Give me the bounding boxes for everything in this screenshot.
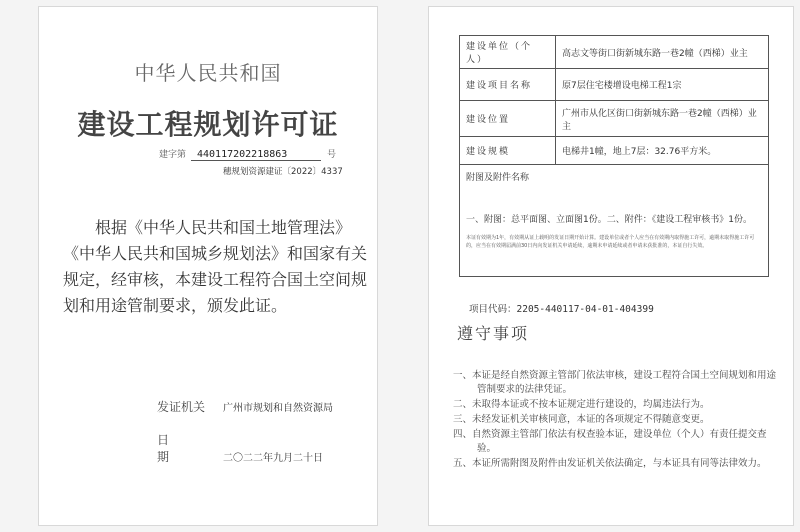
table-row [460, 36, 769, 69]
date-value: 二〇二二年九月二十日 [223, 453, 323, 464]
project-code-label: 项目代码： [469, 304, 517, 315]
list-item: 二、未取得本证或不按本证规定进行建设的，均属违法行为。 [453, 399, 710, 410]
certificate-number-suffix: 号 [327, 150, 337, 160]
list-item: 三、未经发证机关审核同意，本证的各项规定不得随意变更。 [453, 414, 710, 425]
list-item: 五、本证所需附图及附件由发证机关依法确定，与本证具有同等法律效力。 [453, 458, 767, 469]
row-key: 建设单位（个人） [460, 36, 556, 69]
certificate-number: 440117202218863 [191, 149, 321, 161]
republic-heading: 中华人民共和国 [134, 61, 282, 85]
table-row [460, 69, 769, 101]
issuer-row [157, 398, 333, 415]
reference-number: 穗规划资源建证〔2022〕4337 [223, 167, 343, 177]
certificate-details-page [428, 6, 794, 526]
attachments-row [460, 165, 769, 277]
row-key: 建设位置 [460, 101, 556, 137]
certificate-body-text: 根据《中华人民共和国土地管理法》《中华人民共和国城乡规划法》和国家有关规定，经审核，本建设工程符合国土空间规划和用途管制要求，颁发此证。 [63, 218, 368, 315]
list-item: 一、本证是经自然资源主管部门依法审核，建设工程符合国土空间规划和用途管制要求的法律凭证。 [453, 370, 777, 395]
date-label: 日期 [157, 433, 192, 464]
table-row [460, 101, 769, 137]
attachments-title: 附图及附件名称 [466, 173, 530, 183]
row-value: 电梯井1幢，地上7层：32.76平方米。 [556, 137, 769, 165]
table-row [460, 137, 769, 165]
row-value: 广州市从化区街口街新城东路一巷2幢（西梯）业主 [556, 101, 769, 137]
issuer-value: 广州市规划和自然资源局 [223, 403, 333, 414]
issuer-label: 发证机关 [157, 400, 206, 414]
row-key: 建设项目名称 [460, 69, 556, 101]
certificate-number-label: 建字第 [159, 150, 187, 160]
certificate-title: 建设工程规划许可证 [77, 108, 339, 141]
certificate-number-row [159, 147, 336, 161]
attachments-text: 一、附图：总平面图、立面图1份。二、附件：《建设工程审核书》1份。 [466, 215, 752, 225]
notice-list [453, 369, 779, 472]
certificate-front-page [38, 6, 378, 526]
project-info-table [459, 35, 769, 277]
row-value: 原7层住宅楼增设电梯工程1宗 [556, 69, 769, 101]
row-value: 高志文等街口街新城东路一巷2幢（西梯）业主 [556, 36, 769, 69]
attachments-cell [460, 165, 769, 277]
project-code: 2205-440117-04-01-404399 [516, 304, 654, 315]
row-key: 建设规模 [460, 137, 556, 165]
list-item: 四、自然资源主管部门依法有权查验本证，建设单位（个人）有责任提交查验。 [453, 429, 767, 454]
date-row [157, 431, 323, 465]
project-code-row [469, 301, 654, 315]
validity-note: 本证有效期为1年，有效期从证上载明的发证日期开始计算。建设单位或者个人应当在有效期内取得施工许可，逾期未取得施工许可的，应当在有效期届满前30日内向发证机关申请延续，逾期未申请延续或者申请未获批准的，本证自行失效。 [466, 235, 755, 249]
notice-title: 遵守事项 [457, 324, 530, 343]
